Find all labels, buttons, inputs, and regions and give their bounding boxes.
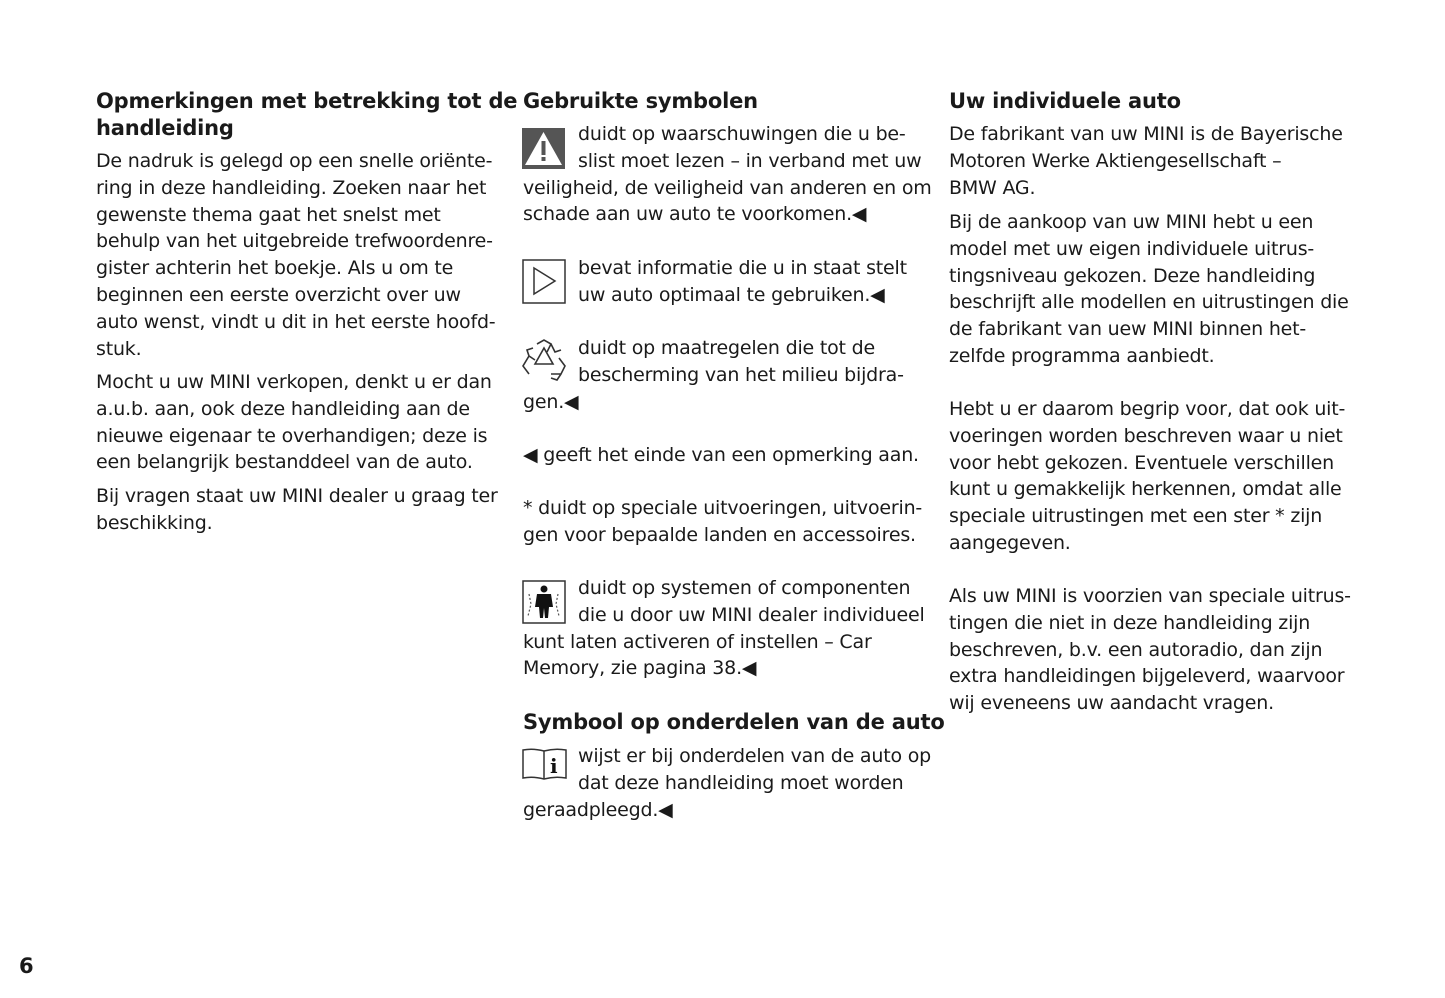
text-line: beschikking. [96, 511, 213, 534]
text-line: dat deze handleiding moet worden [578, 771, 904, 794]
section-heading-vehicle-symbol: Symbool op onderdelen van de auto [523, 710, 945, 734]
text-line: aangegeven. [949, 531, 1071, 554]
section-heading-symbols: Gebruikte symbolen [523, 89, 758, 113]
text-line: Opmerkingen met betrekking tot de [96, 89, 518, 113]
text-line: beschreven, b.v. een autoradio, dan zijn [949, 638, 1323, 661]
text-line: schade aan uw auto te voorkomen.◀ [523, 203, 867, 226]
text-line: speciale uitrustingen met een ster * zijn [949, 505, 1323, 528]
text-line: kunt u gemakkelijk herkennen, omdat alle [949, 478, 1342, 501]
text-line: stuk. [96, 337, 142, 360]
text-line: Mocht u uw MINI verkopen, denkt u er dan [96, 371, 492, 393]
text-line: a.u.b. aan, ook deze handleiding aan de [96, 397, 470, 420]
text-line: een belangrijk bestanddeel van de auto. [96, 451, 473, 474]
text-line: De nadruk is gelegd op een snelle oriënte- [96, 150, 493, 172]
text-line: veiligheid, de veiligheid van anderen en om [523, 176, 932, 199]
text-line: beschrijft alle modellen en uitrustingen die [949, 291, 1349, 314]
paragraph [949, 209, 1349, 370]
manual-description [523, 743, 931, 823]
star-description [523, 495, 922, 549]
text-line: die u door uw MINI dealer individueel [578, 603, 925, 626]
text-line: Motoren Werke Aktiengesellschaft – [949, 149, 1282, 172]
text-line: gen voor bepaalde landen en accessoires. [523, 523, 916, 546]
text-line: Hebt u er daarom begrip voor, dat ook uit- [949, 398, 1346, 420]
text-line: duidt op maatregelen die tot de [578, 337, 875, 359]
text-line: De fabrikant van uw MINI is de Bayerische [949, 123, 1343, 145]
text-line: tingsniveau gekozen. Deze handleiding [949, 264, 1316, 287]
text-line: duidt op systemen of componenten [578, 577, 911, 599]
text-line: voor hebt gekozen. Eventuele verschillen [949, 451, 1334, 474]
text-line: wij eveneens uw aandacht vragen. [949, 692, 1274, 715]
section-heading-individual-car: Uw individuele auto [949, 89, 1181, 113]
section-heading-remarks [96, 88, 517, 142]
text-line: * duidt op speciale uitvoeringen, uitvoerin- [523, 497, 923, 519]
text-line: slist moet lezen – in verband met uw [578, 149, 922, 172]
text-line: Als uw MINI is voorzien van speciale uitrus- [949, 585, 1351, 607]
text-line: ◀ geeft het einde van een opmerking aan. [523, 444, 919, 466]
text-line: model met uw eigen individuele uitrus- [949, 237, 1315, 260]
text-line: kunt laten activeren of instellen – Car [523, 630, 872, 653]
text-line: extra handleidingen bijgeleverd, waarvoor [949, 665, 1345, 688]
info-description [523, 255, 907, 309]
text-line: gen.◀ [523, 390, 579, 413]
text-line: tingen die niet in deze handleiding zijn [949, 611, 1311, 634]
text-line: beginnen een eerste overzicht over uw [96, 283, 461, 306]
car-memory-description [523, 575, 925, 682]
text-line: bescherming van het milieu bijdra- [578, 363, 904, 386]
text-line: Bij vragen staat uw MINI dealer u graag ter [96, 485, 498, 507]
page-number: 6 [19, 954, 34, 978]
text-line: Bij de aankoop van uw MINI hebt u een [949, 211, 1314, 233]
paragraph [949, 396, 1345, 557]
text-line: wijst er bij onderdelen van de auto op [578, 745, 932, 767]
paragraph [949, 583, 1351, 717]
text-line: zelfde programma aanbiedt. [949, 344, 1215, 367]
text-line: BMW AG. [949, 176, 1036, 199]
text-line: auto wenst, vindt u dit in het eerste hoofd- [96, 310, 496, 333]
text-line: Memory, zie pagina 38.◀ [523, 657, 757, 680]
warning-description [523, 121, 932, 228]
paragraph [96, 369, 492, 476]
text-line: handleiding [96, 115, 234, 140]
environment-description [523, 335, 904, 415]
end-marker-description [523, 442, 919, 469]
svg-text:i: i [550, 754, 558, 778]
text-line: gewenste thema gaat het snelst met [96, 203, 441, 226]
paragraph [96, 483, 498, 537]
paragraph [949, 121, 1343, 201]
paragraph [96, 148, 495, 362]
text-line: duidt op waarschuwingen die u be- [578, 123, 906, 145]
text-line: de fabrikant van uew MINI binnen het- [949, 318, 1307, 341]
text-line: ring in deze handleiding. Zoeken naar het [96, 176, 487, 199]
text-line: behulp van het uitgebreide trefwoordenre- [96, 230, 493, 253]
text-line: gister achterin het boekje. Als u om te [96, 257, 454, 280]
text-line: bevat informatie die u in staat stelt [578, 257, 907, 279]
text-line: nieuwe eigenaar te overhandigen; deze is [96, 424, 488, 447]
text-line: uw auto optimaal te gebruiken.◀ [578, 283, 885, 306]
text-line: geraadpleegd.◀ [523, 798, 673, 821]
text-line: voeringen worden beschreven waar u niet [949, 424, 1343, 447]
